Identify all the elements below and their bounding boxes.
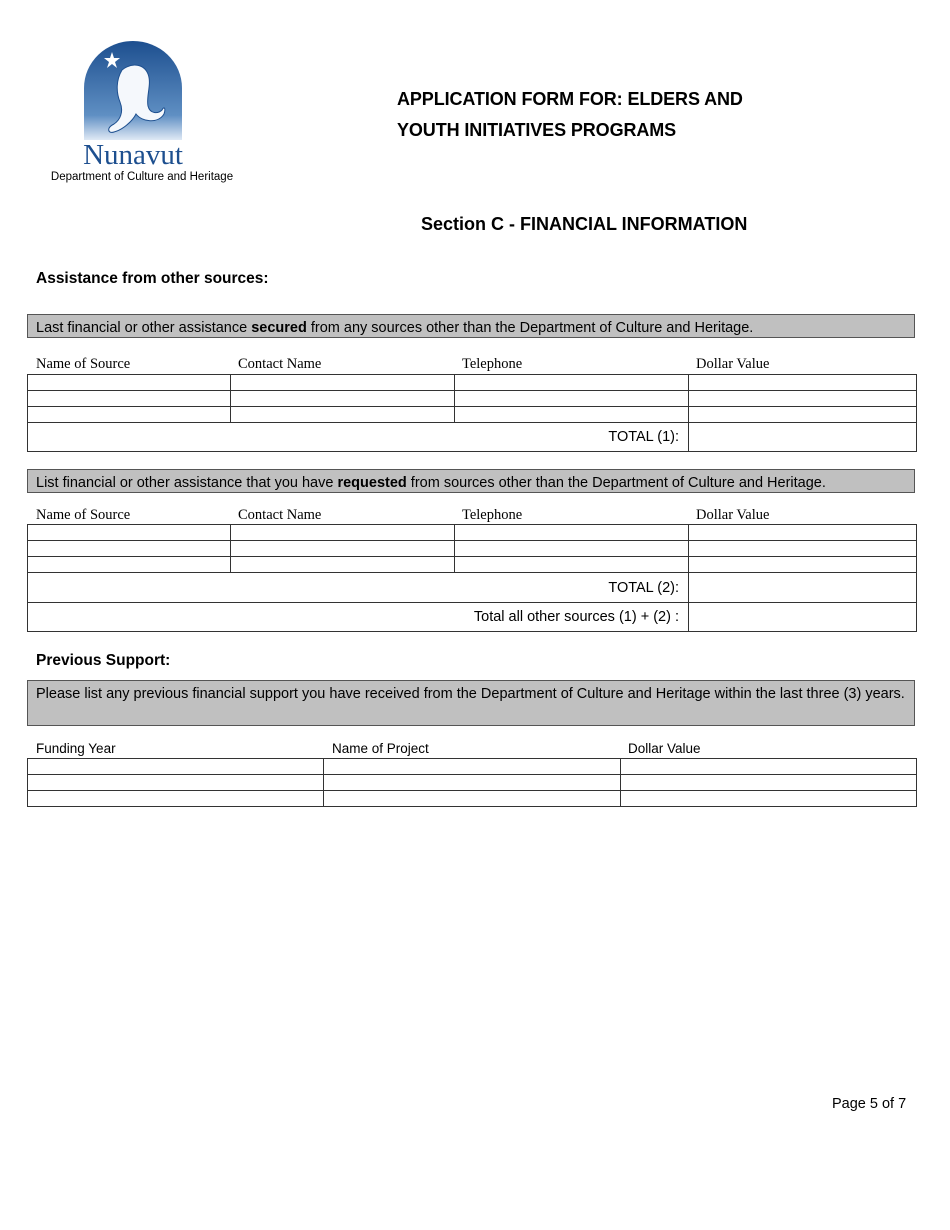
table-row bbox=[28, 407, 917, 423]
col-telephone: Telephone bbox=[462, 507, 523, 523]
telephone-cell[interactable] bbox=[455, 541, 689, 557]
col-dollar-value: Dollar Value bbox=[628, 741, 701, 756]
dollar-value-cell[interactable] bbox=[689, 391, 917, 407]
name-of-source-cell[interactable] bbox=[28, 557, 231, 573]
previous-support-heading: Previous Support: bbox=[36, 652, 171, 669]
table-row bbox=[28, 525, 917, 541]
col-contact-name: Contact Name bbox=[238, 356, 322, 372]
dollar-value-cell[interactable] bbox=[689, 375, 917, 391]
table-row bbox=[28, 541, 917, 557]
col-funding-year: Funding Year bbox=[36, 741, 116, 756]
previous-instruction-bar: Please list any previous financial support you have received from the Department of Culture and Heritage within the last three (3) years. bbox=[27, 680, 915, 726]
table-row bbox=[28, 391, 917, 407]
telephone-cell[interactable] bbox=[455, 375, 689, 391]
table-row bbox=[28, 759, 917, 775]
grand-total-label: Total all other sources (1) + (2) : bbox=[28, 603, 689, 632]
assistance-heading: Assistance from other sources: bbox=[36, 270, 269, 287]
contact-name-cell[interactable] bbox=[231, 375, 455, 391]
total-row bbox=[28, 573, 917, 603]
col-dollar-value: Dollar Value bbox=[696, 507, 770, 523]
col-telephone: Telephone bbox=[462, 356, 523, 372]
dollar-value-cell[interactable] bbox=[621, 759, 917, 775]
department-name: Department of Culture and Heritage bbox=[50, 171, 234, 183]
previous-support-table bbox=[27, 758, 917, 807]
telephone-cell[interactable] bbox=[455, 557, 689, 573]
dollar-value-cell[interactable] bbox=[689, 525, 917, 541]
telephone-cell[interactable] bbox=[455, 391, 689, 407]
contact-name-cell[interactable] bbox=[231, 557, 455, 573]
name-of-source-cell[interactable] bbox=[28, 407, 231, 423]
table-row bbox=[28, 375, 917, 391]
telephone-cell[interactable] bbox=[455, 407, 689, 423]
dollar-value-cell[interactable] bbox=[689, 541, 917, 557]
name-of-project-cell[interactable] bbox=[324, 791, 621, 807]
col-name-of-source: Name of Source bbox=[36, 356, 131, 372]
secured-table bbox=[27, 374, 917, 452]
telephone-cell[interactable] bbox=[455, 525, 689, 541]
col-contact-name: Contact Name bbox=[238, 507, 322, 523]
section-title: Section C - FINANCIAL INFORMATION bbox=[421, 214, 748, 234]
contact-name-cell[interactable] bbox=[231, 407, 455, 423]
name-of-source-cell[interactable] bbox=[28, 391, 231, 407]
name-of-project-cell[interactable] bbox=[324, 775, 621, 791]
dollar-value-cell[interactable] bbox=[689, 407, 917, 423]
funding-year-cell[interactable] bbox=[28, 759, 324, 775]
total-1-value[interactable] bbox=[689, 423, 917, 452]
requested-table bbox=[27, 524, 917, 632]
name-of-project-cell[interactable] bbox=[324, 759, 621, 775]
total-1-label: TOTAL (1): bbox=[28, 423, 689, 452]
dollar-value-cell[interactable] bbox=[621, 791, 917, 807]
total-2-value[interactable] bbox=[689, 573, 917, 603]
secured-instruction-bar: Last financial or other assistance secured from any sources other than the Department of Culture and Heritage. bbox=[27, 314, 915, 338]
table-row bbox=[28, 791, 917, 807]
grand-total-value[interactable] bbox=[689, 603, 917, 632]
col-name-of-project: Name of Project bbox=[332, 741, 429, 756]
funding-year-cell[interactable] bbox=[28, 791, 324, 807]
funding-year-cell[interactable] bbox=[28, 775, 324, 791]
total-row bbox=[28, 423, 917, 452]
page-number: Page 5 of 7 bbox=[832, 1096, 907, 1112]
col-name-of-source: Name of Source bbox=[36, 507, 131, 523]
name-of-source-cell[interactable] bbox=[28, 541, 231, 557]
table-row bbox=[28, 557, 917, 573]
dollar-value-cell[interactable] bbox=[621, 775, 917, 791]
contact-name-cell[interactable] bbox=[231, 391, 455, 407]
total-2-label: TOTAL (2): bbox=[28, 573, 689, 603]
requested-instruction-bar: List financial or other assistance that you have requested from sources other than the Department of Culture and Heritage. bbox=[27, 469, 915, 493]
name-of-source-cell[interactable] bbox=[28, 375, 231, 391]
name-of-source-cell[interactable] bbox=[28, 525, 231, 541]
contact-name-cell[interactable] bbox=[231, 525, 455, 541]
svg-text:Nunavut: Nunavut bbox=[83, 139, 183, 168]
dollar-value-cell[interactable] bbox=[689, 557, 917, 573]
nunavut-logo bbox=[78, 40, 188, 168]
contact-name-cell[interactable] bbox=[231, 541, 455, 557]
form-title: APPLICATION FORM FOR: ELDERS AND YOUTH INITIATIVES PROGRAMS bbox=[397, 89, 743, 140]
grand-total-row bbox=[28, 603, 917, 632]
table-row bbox=[28, 775, 917, 791]
col-dollar-value: Dollar Value bbox=[696, 356, 770, 372]
